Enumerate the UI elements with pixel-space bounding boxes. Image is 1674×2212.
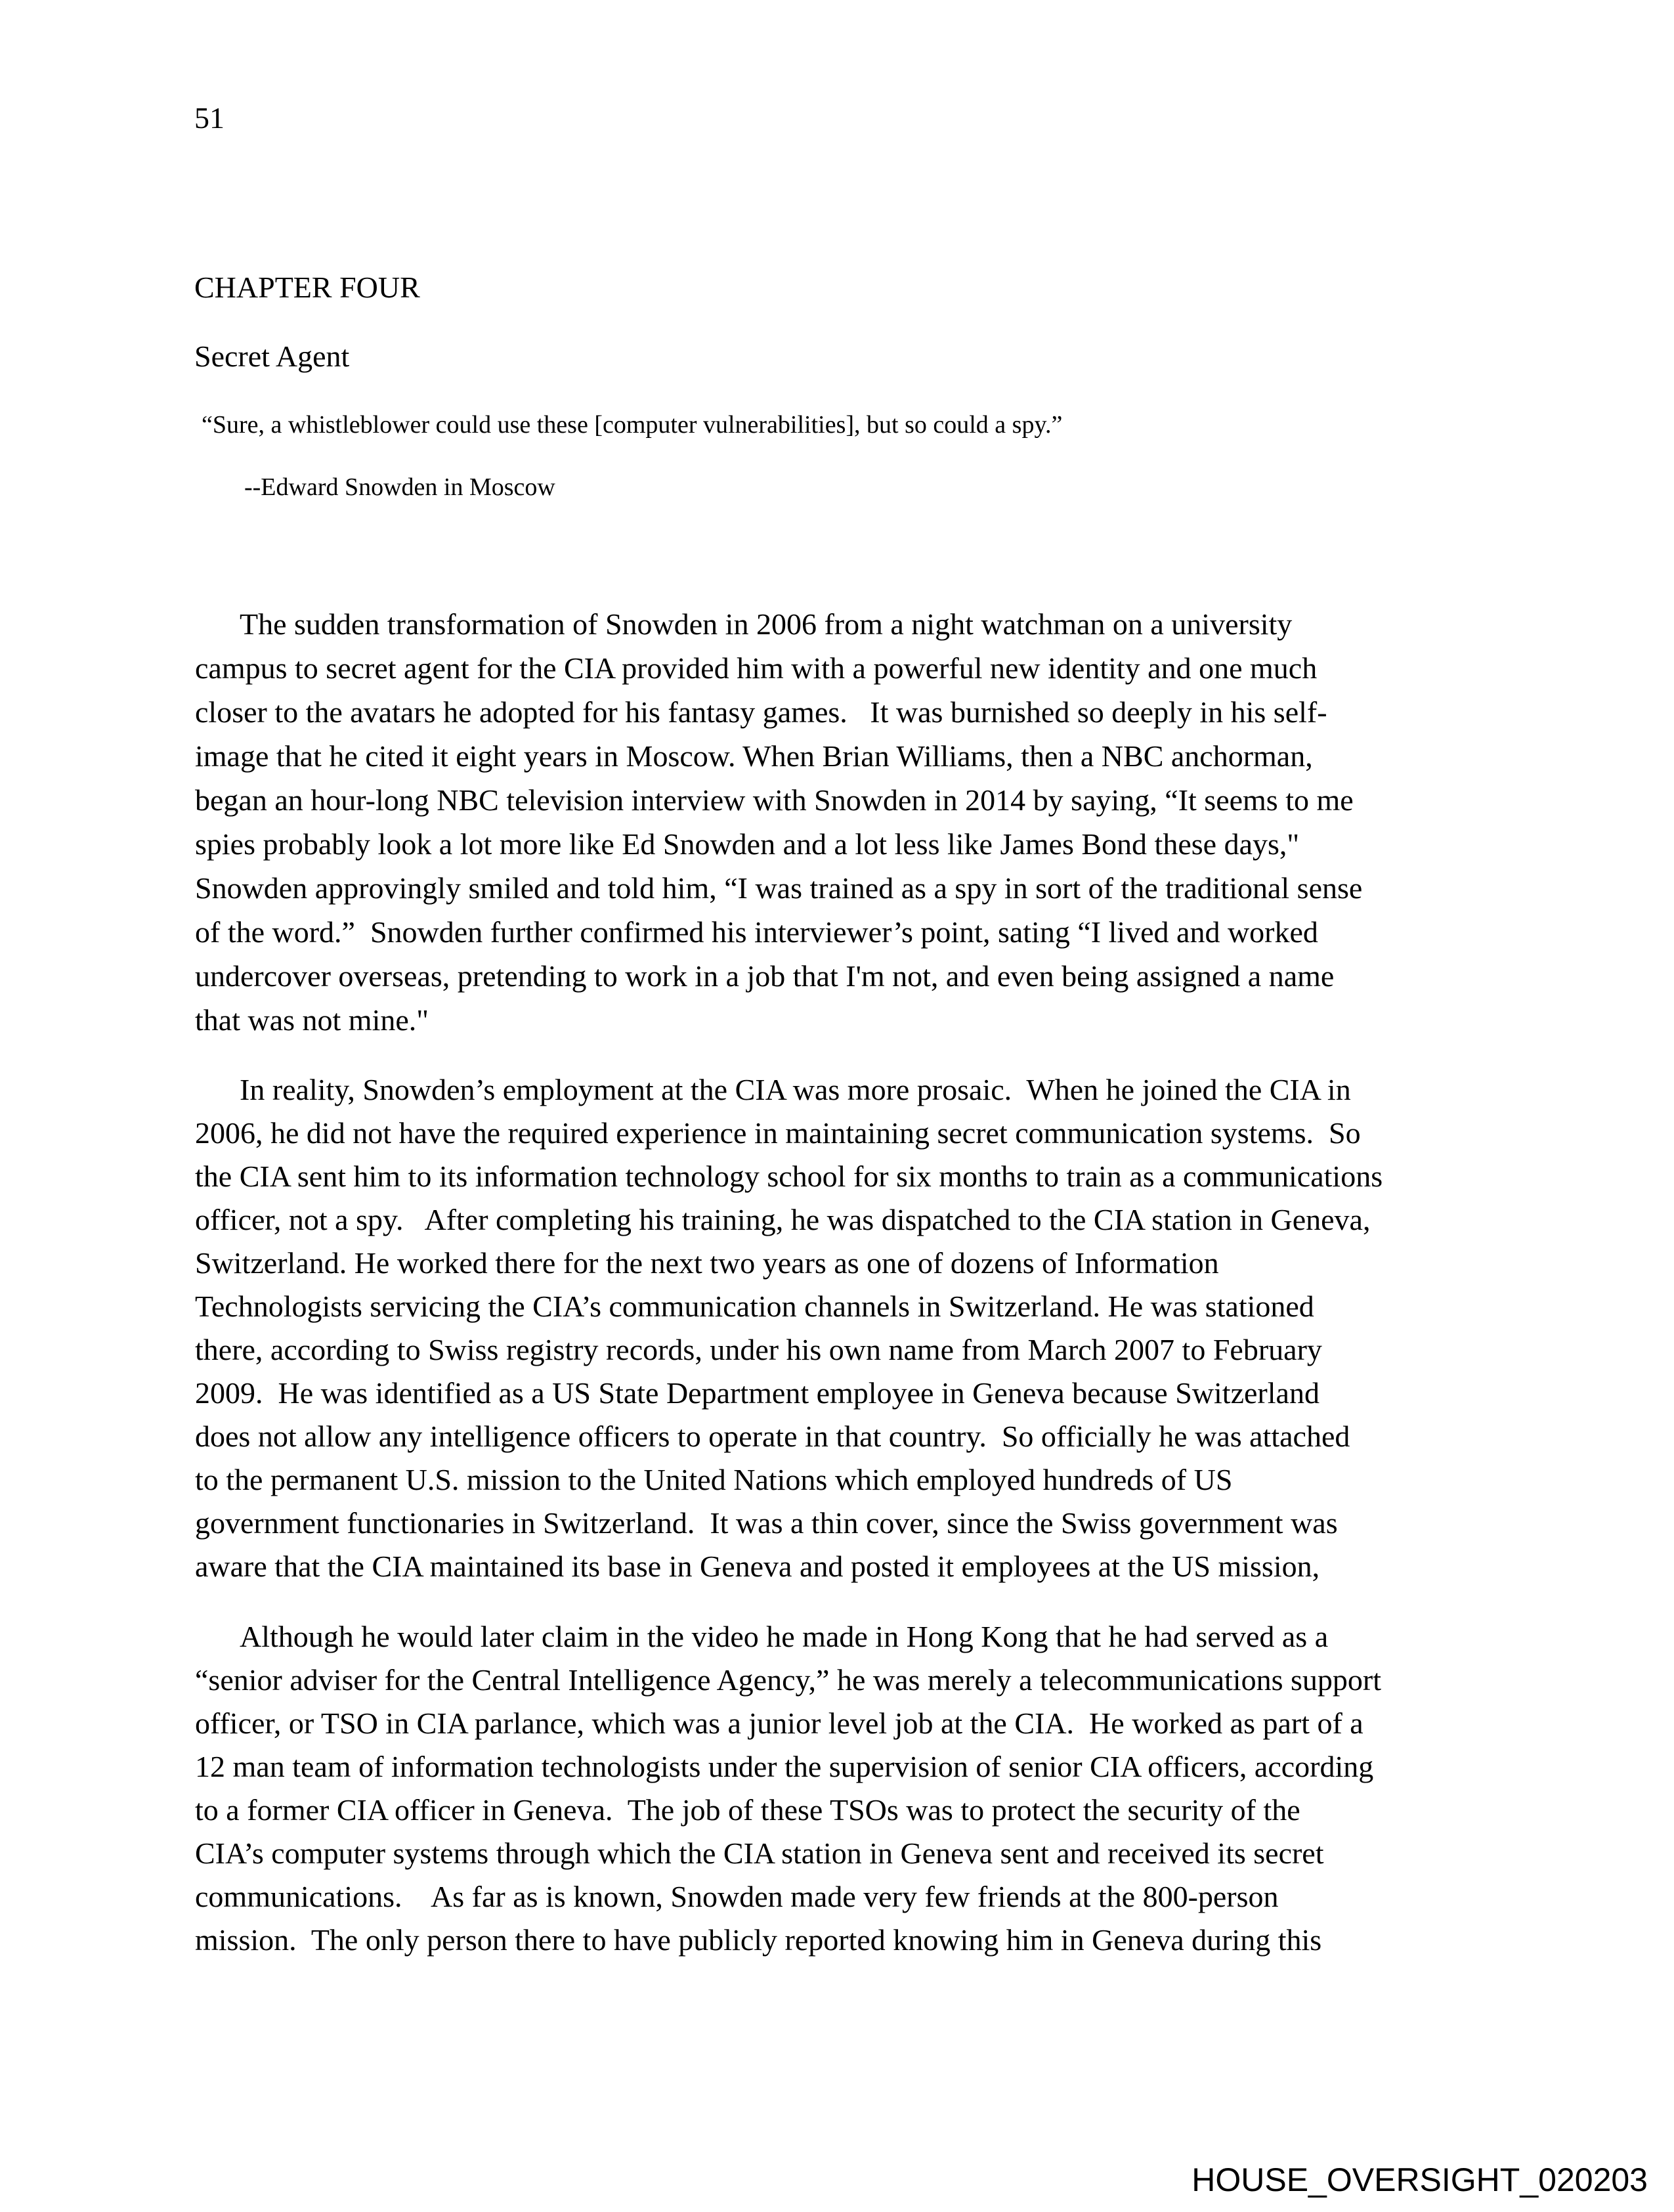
paragraph-line: image that he cited it eight years in Moscow. When Brian Williams, then a NBC anchorman,	[195, 739, 1313, 773]
body-paragraph-2	[195, 1068, 1508, 1588]
paragraph-line: to the permanent U.S. mission to the United Nations which employed hundreds of US	[195, 1463, 1233, 1496]
paragraph-line: 2009. He was identified as a US State Department employee in Geneva because Switzerland	[195, 1376, 1320, 1410]
paragraph-line: In reality, Snowden’s employment at the CIA was more prosaic. When he joined the CIA in	[240, 1073, 1351, 1106]
paragraph-line: officer, or TSO in CIA parlance, which was a junior level job at the CIA. He worked as part of a	[195, 1706, 1363, 1740]
paragraph-line: Technologists servicing the CIA’s communication channels in Switzerland. He was stationed	[195, 1290, 1314, 1323]
paragraph-line: 12 man team of information technologists under the supervision of senior CIA officers, according	[195, 1750, 1374, 1783]
paragraph-line: communications. As far as is known, Snowden made very few friends at the 800-person	[195, 1880, 1279, 1913]
paragraph-line: aware that the CIA maintained its base in Geneva and posted it employees at the US mission,	[195, 1550, 1320, 1583]
paragraph-line: government functionaries in Switzerland. It was a thin cover, since the Swiss government was	[195, 1506, 1338, 1540]
epigraph-attribution: --Edward Snowden in Moscow	[244, 473, 555, 501]
paragraph-line: Snowden approvingly smiled and told him, “I was trained as a spy in sort of the traditional sense	[195, 871, 1363, 905]
paragraph-line: CIA’s computer systems through which the CIA station in Geneva sent and received its secret	[195, 1836, 1324, 1870]
paragraph-line: The sudden transformation of Snowden in 2006 from a night watchman on a university	[240, 607, 1293, 641]
paragraph-line: that was not mine."	[195, 1003, 429, 1037]
paragraph-line: there, according to Swiss registry records, under his own name from March 2007 to February	[195, 1333, 1322, 1366]
paragraph-line: does not allow any intelligence officers to operate in that country. So officially he was attached	[195, 1420, 1350, 1453]
paragraph-line: officer, not a spy. After completing his training, he was dispatched to the CIA station in Geneva,	[195, 1203, 1371, 1236]
body-paragraph-3	[195, 1615, 1508, 1962]
paragraph-line: 2006, he did not have the required experience in maintaining secret communication systems. So	[195, 1116, 1361, 1150]
paragraph-line: the CIA sent him to its information technology school for six months to train as a communications	[195, 1160, 1383, 1193]
chapter-title: CHAPTER FOUR	[194, 271, 420, 304]
chapter-subtitle: Secret Agent	[194, 339, 350, 373]
paragraph-line: of the word.” Snowden further confirmed his interviewer’s point, sating “I lived and worked	[195, 915, 1318, 949]
page-number: 51	[194, 101, 225, 135]
paragraph-line: undercover overseas, pretending to work in a job that I'm not, and even being assigned a name	[195, 959, 1335, 993]
bates-number: HOUSE_OVERSIGHT_020203	[1191, 2161, 1648, 2198]
body-paragraph-1	[195, 602, 1508, 1042]
paragraph-line: Although he would later claim in the video he made in Hong Kong that he had served as a	[240, 1620, 1329, 1653]
paragraph-line: spies probably look a lot more like Ed Snowden and a lot less like James Bond these days,"	[195, 827, 1300, 861]
paragraph-line: began an hour-long NBC television interview with Snowden in 2014 by saying, “It seems to me	[195, 783, 1354, 817]
epigraph-quote: “Sure, a whistleblower could use these [computer vulnerabilities], but so could a spy.”	[202, 411, 1063, 439]
paragraph-line: “senior adviser for the Central Intelligence Agency,” he was merely a telecommunications support	[195, 1663, 1381, 1697]
paragraph-line: to a former CIA officer in Geneva. The job of these TSOs was to protect the security of the	[195, 1793, 1300, 1827]
paragraph-line: campus to secret agent for the CIA provided him with a powerful new identity and one much	[195, 651, 1318, 685]
paragraph-line: Switzerland. He worked there for the next two years as one of dozens of Information	[195, 1246, 1219, 1280]
paragraph-line: mission. The only person there to have publicly reported knowing him in Geneva during this	[195, 1923, 1322, 1957]
paragraph-line: closer to the avatars he adopted for his fantasy games. It was burnished so deeply in his self-	[195, 695, 1327, 729]
